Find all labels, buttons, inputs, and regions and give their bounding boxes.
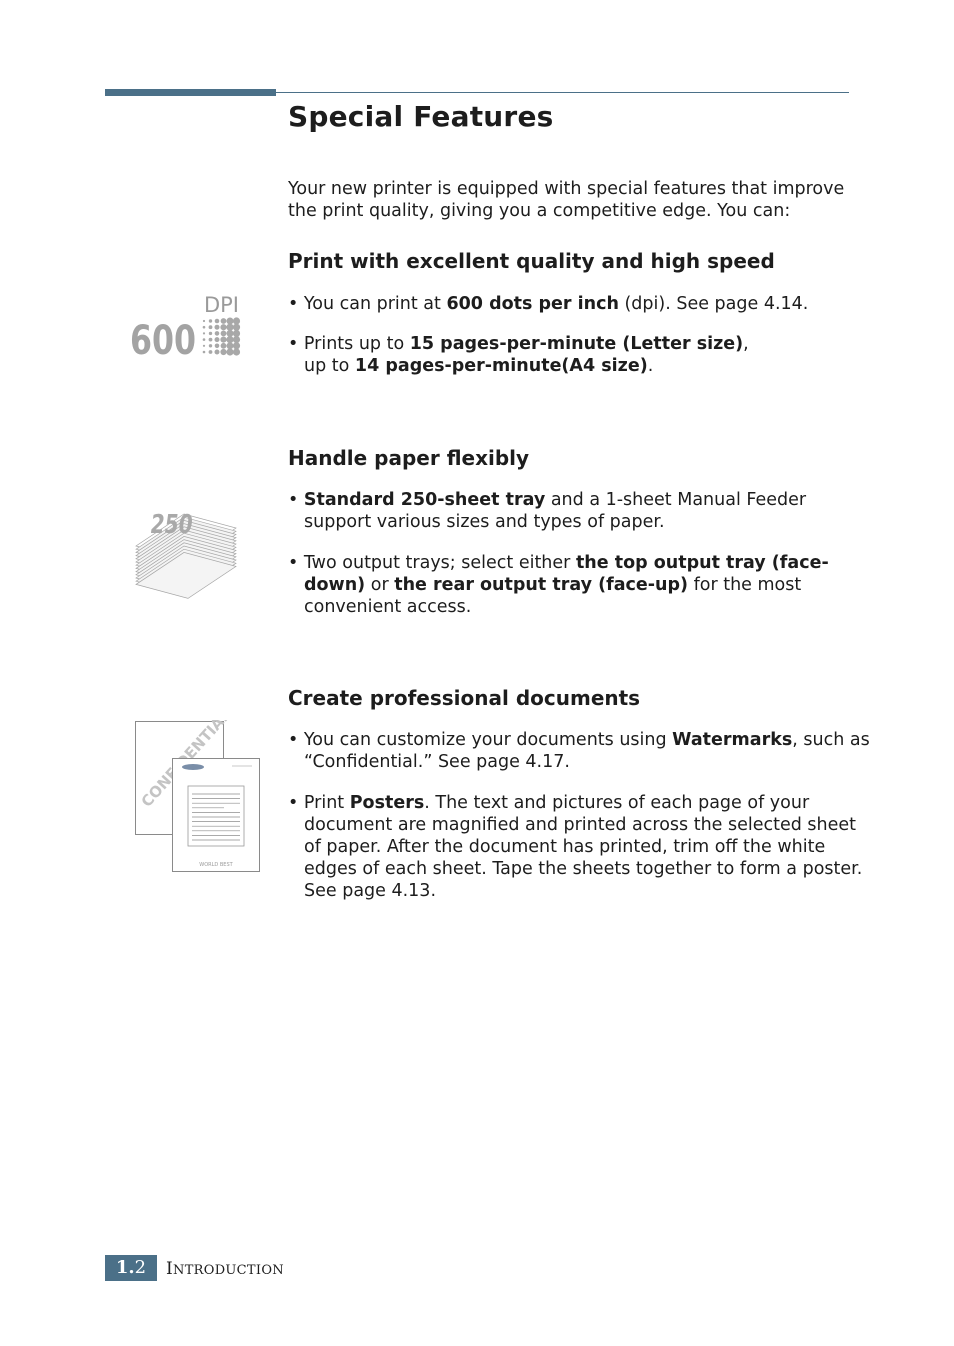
- dpi-600-icon: [128, 290, 243, 360]
- tray-capacity-label: 250: [148, 510, 207, 540]
- section-heading-quality: Print with excellent quality and high speed: [288, 249, 775, 273]
- paper-stack-250-icon: [132, 500, 244, 602]
- chapter-name: INTRODUCTION: [166, 1259, 284, 1279]
- section-heading-paper: Handle paper flexibly: [288, 446, 530, 470]
- bullet-tray: • Standard 250-sheet tray and a 1-sheet Manual Feeder support various sizes and types of paper.: [288, 490, 807, 532]
- page-number-badge: 1.2: [105, 1255, 157, 1281]
- bullet-output-trays: • Two output trays; select either the top output tray (face-down) or the rear output tray (face-up) for the most convenient access.: [288, 553, 829, 617]
- watermark-document-icon: [134, 720, 262, 874]
- page-title: Special Features: [288, 100, 554, 133]
- document-footer-text: WORLD BEST: [199, 862, 233, 868]
- logo-icon: [182, 764, 204, 770]
- bullet-watermarks: • You can customize your documents using Watermarks, such as “Confidential.” See page 4.17.: [288, 730, 870, 772]
- intro-paragraph: Your new printer is equipped with special features that improve the print quality, giving you a competitive edge. You can:: [288, 179, 845, 221]
- bullet-dpi: • You can print at 600 dots per inch (dpi). See page 4.14.: [288, 294, 809, 314]
- section-heading-documents: Create professional documents: [288, 686, 641, 710]
- bullet-ppm: • Prints up to 15 pages-per-minute (Letter size), up to 14 pages-per-minute(A4 size).: [288, 334, 749, 376]
- dpi-label: DPI: [203, 293, 239, 317]
- text-block: [188, 786, 244, 846]
- dpi-number: 600: [130, 318, 196, 360]
- dot-grid-icon: [203, 317, 240, 355]
- bullet-posters: • Print Posters. The text and pictures of each page of your document are magnified and printed across the selected sheet of paper. After the document has printed, trim off the white edges of each sheet. Tape the sheets together to form a poster. See page 4.13.: [288, 793, 863, 901]
- header-rule-thin: [276, 92, 849, 93]
- header-rule-thick: [105, 89, 276, 96]
